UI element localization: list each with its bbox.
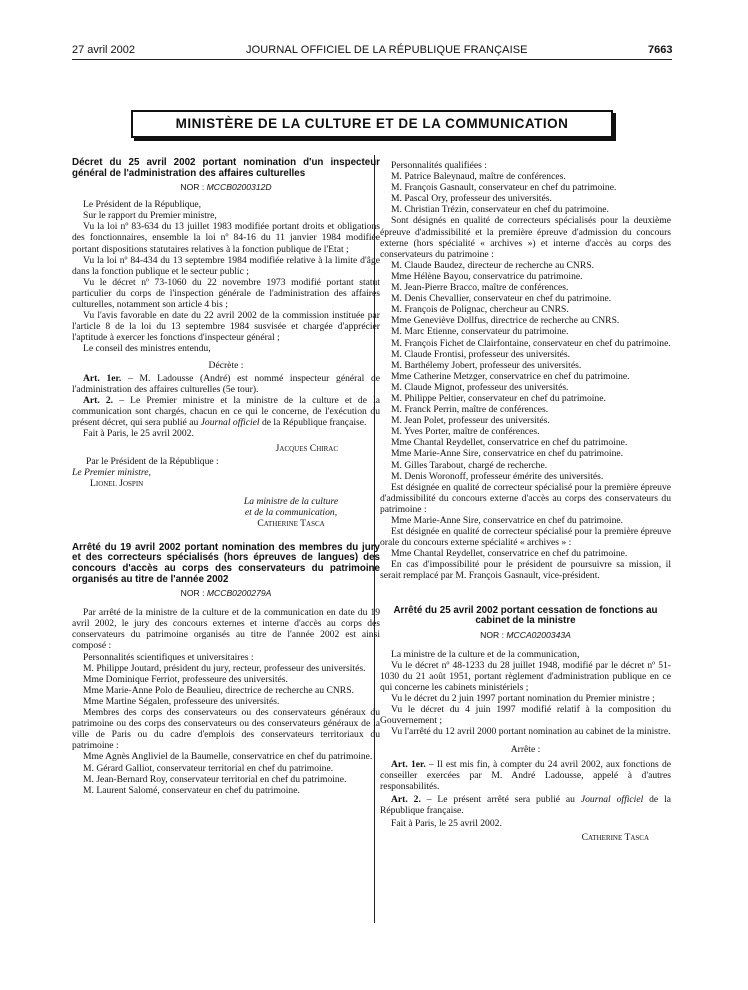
jury-entry: M. Claude Frontisi, professeur des universités.	[391, 348, 571, 360]
decret-article-2	[72, 395, 380, 428]
arrete2-line: Vu l'arrêté du 12 avril 2000 portant nomination au cabinet de la ministre.	[391, 726, 671, 738]
jury-entry: Sont désignés en qualité de correcteurs spécialisés pour la deuxième épreuve d'admissibilité et la première épreuve d'admission du concours externe (hors spécialité « archives ») et interne d'accès au corps des conservateurs du patrimoine :	[380, 215, 671, 260]
jury-entry: Est désignée en qualité de correcteur spécialisé pour la première épreuve d'admissibilité du concours externe d'accès au corps des conservateurs du patrimoine :	[380, 481, 671, 515]
article-text: de la République française.	[259, 416, 367, 428]
nor-code: MCCA0200343A	[506, 629, 571, 640]
nor-label: NOR :	[480, 629, 504, 640]
article-text: – Le présent arrêté sera publié au	[420, 793, 581, 805]
header-date: 27 avril 2002	[72, 44, 135, 56]
arrete1-title: Arrêté du 19 avril 2002 portant nomination des membres du jury et des correcteurs spécialisés (hors épreuves de langues) des concours d'accès au corps des conservateurs du patrimoine organisés au titre de l'année 2002	[72, 541, 380, 585]
header-rule	[72, 59, 672, 60]
jury-entry: M. Denis Woronoff, professeur émérite des universités.	[391, 470, 604, 482]
decret-visa: Vu l'avis favorable en date du 22 avril 2002 de la commission instituée par l'article 8 de la loi du 13 septembre 1984 susvisée et chargée d'apprécier l'aptitude à exercer les fonctions d'inspecteur général ;	[72, 310, 380, 344]
arrete2-article-2	[380, 794, 671, 816]
right-column	[380, 160, 671, 843]
premier-ministre-label: Le Premier ministre,	[72, 467, 151, 479]
article-label: Art. 1er.	[83, 372, 122, 384]
arrete2-line: La ministre de la culture et de la communication,	[391, 648, 580, 660]
jury-entry: M. Claude Mignot, professeur des universités.	[391, 381, 569, 393]
arrete2-line: Vu le décret du 2 juin 1997 portant nomination du Premier ministre ;	[391, 693, 655, 705]
jury-entry: Mme Dominique Ferriot, professeure des universités.	[83, 673, 288, 685]
decret-visa: Le conseil des ministres entendu,	[83, 343, 211, 355]
arrete2-arrete: Arrête :	[510, 743, 541, 755]
ministre-name: Catherine Tasca	[257, 517, 325, 529]
decret-fait: Fait à Paris, le 25 avril 2002.	[83, 428, 194, 440]
jury-entry: M. Jean-Bernard Roy, conservateur territorial en chef du patrimoine.	[83, 773, 347, 785]
article-text: – Le Premier ministre et la ministre de la culture et de la communication sont chargés, chacun en ce qui le concerne, de l'exécution du présent décret, qui sera publié au	[72, 394, 381, 428]
decret-visa: Vu la loi nº 83-634 du 13 juillet 1983 modifiée portant droits et obligations des fonctionnaires, ensemble la loi nº 84-16 du 11 janvier 1984 modifiée portant dispositions statutaires relatives à la fonction publique de l'Etat ;	[72, 221, 380, 255]
jury-entry: Mme Catherine Metzger, conservatrice en chef du patrimoine.	[391, 370, 630, 382]
premier-ministre-name: Lionel Jospin	[90, 478, 144, 490]
journal-officiel-italic: Journal officiel	[200, 416, 260, 428]
arrete2-article-1	[380, 759, 671, 792]
article-text: – Il est mis fin, à compter du 24 avril 2002, aux fonctions de conseiller exercées par M. André Ladousse, appelé à d'autres responsabilités.	[380, 758, 671, 792]
decret-nor	[72, 182, 380, 193]
jury-entry: Mme Marie-Anne Sire, conservatrice en chef du patrimoine.	[391, 448, 624, 460]
article-label: Art. 1er.	[391, 758, 426, 770]
article-text: – M. Ladousse (André) est nommé inspecteur général de l'administration des affaires culturelles (5e tour).	[72, 372, 380, 395]
jury-entry: M. Claude Baudez, directeur de recherche au CNRS.	[391, 259, 594, 271]
signer-president: Jacques Chirac	[275, 443, 338, 455]
arrete2-signer: Catherine Tasca	[581, 832, 649, 844]
jury-entry: Mme Hélène Bayou, conservatrice du patrimoine.	[391, 270, 583, 282]
jury-entry: M. François Gasnault, conservateur en chef du patrimoine.	[391, 182, 617, 194]
jury-entry: M. Barthélemy Jobert, professeur des universités.	[391, 359, 582, 371]
article-label: Art. 2.	[391, 793, 421, 805]
jury-entry: M. Denis Chevallier, conservateur en chef du patrimoine.	[391, 293, 612, 305]
journal-officiel-italic: Journal officiel	[580, 793, 644, 805]
nor-code: MCCB0200312D	[206, 182, 272, 193]
ministre-signature-line1: La ministre de la culture	[243, 495, 339, 507]
ministre-signature-line2: et de la communication,	[244, 506, 338, 518]
decret-visa: Vu la loi nº 84-434 du 13 septembre 1984 modifiée relative à la limite d'âge dans la fonction publique et le secteur public ;	[72, 254, 380, 277]
decret-decrete: Décrète :	[208, 359, 244, 371]
arrete2-nor	[380, 630, 671, 641]
jury-entry: M. Gérard Galliot, conservateur territorial en chef du patrimoine.	[83, 762, 334, 774]
par-le-president: Par le Président de la République :	[86, 456, 219, 468]
nor-label: NOR :	[180, 182, 205, 193]
jury-entry: Mme Chantal Reydellet, conservatrice en chef du patrimoine.	[391, 548, 628, 560]
jury-entry: M. Patrice Baleynaud, maître de conférences.	[391, 171, 566, 183]
jury-entry: M. Marc Etienne, conservateur du patrimoine.	[391, 326, 569, 338]
arrete2-line: Vu le décret du 4 juin 1997 modifié relatif à la composition du Gouvernement ;	[380, 704, 671, 727]
jury-entry: M. Philippe Joutard, président du jury, recteur, professeur des universités.	[83, 662, 366, 674]
jury-entry: M. François de Polignac, chercheur au CNRS.	[391, 304, 569, 316]
arrete1-intro: Par arrêté de la ministre de la culture et de la communication en date du 19 avril 2002, le jury des concours externes et interne d'accès au corps des conservateurs du patrimoine organisés au titre de l'année 2002 est ainsi composé :	[72, 607, 380, 652]
arrete2-fait: Fait à Paris, le 25 avril 2002.	[391, 818, 502, 830]
jury-entry: M. Franck Perrin, maître de conférences.	[391, 404, 549, 416]
decret-intro: Le Président de la République,	[83, 199, 202, 211]
decret-article-1	[72, 373, 380, 395]
jury-entry: Membres des corps des conservateurs ou des conservateurs généraux du patrimoine ou des corps des conservateurs ou des conservateurs généraux de la ville de Paris ou du cadre d'emplois des conservateurs territoriaux du patrimoine :	[72, 707, 380, 752]
jury-entry: M. Christian Trézin, conservateur en chef du patrimoine.	[391, 204, 609, 216]
jury-entry: Mme Marie-Anne Sire, conservatrice en chef du patrimoine.	[391, 515, 624, 526]
jury-entry: M. François Fichet de Clairfontaine, conservateur en chef du patrimoine.	[391, 337, 671, 349]
jury-entry: M. Yves Porter, maître de conférences.	[391, 426, 540, 438]
jury-entry: Personnalités qualifiées :	[391, 160, 487, 171]
left-column	[72, 158, 380, 796]
ministry-title-box: MINISTÈRE DE LA CULTURE ET DE LA COMMUNICATION	[131, 110, 613, 138]
jury-entry: Mme Marie-Anne Polo de Beaulieu, directrice de recherche au CNRS.	[83, 684, 354, 696]
arrete1-nor	[72, 588, 380, 599]
nor-label: NOR :	[180, 588, 205, 599]
jury-entry: M. Laurent Salomé, conservateur en chef du patrimoine.	[83, 784, 300, 796]
jury-entry: Mme Geneviève Dollfus, directrice de recherche au CNRS.	[391, 315, 620, 327]
header-page-number: 7663	[648, 44, 673, 56]
article-text: de la République française.	[380, 793, 671, 816]
jury-entry: En cas d'impossibilité pour le président de poursuivre sa mission, il serait remplacé par M. François Gasnault, vice-président.	[380, 559, 671, 582]
arrete2-line: Vu le décret nº 48-1233 du 28 juillet 1948, modifié par le décret nº 51-1030 du 21 août 1951, portant règlement d'administration publique en ce qui concerne les cabinets ministériels ;	[380, 659, 671, 694]
article-label: Art. 2.	[83, 394, 114, 406]
jury-entry: Mme Chantal Reydellet, conservatrice en chef du patrimoine.	[391, 437, 628, 449]
header-journal-title: JOURNAL OFFICIEL DE LA RÉPUBLIQUE FRANÇAISE	[246, 44, 528, 56]
jury-entry: M. Pascal Ory, professeur des universités.	[391, 193, 552, 205]
jury-entry: M. Gilles Tarabout, chargé de recherche.	[391, 459, 548, 471]
jury-entry: M. Jean-Pierre Bracco, maître de conférences.	[391, 282, 569, 294]
jury-entry: Personnalités scientifiques et universitaires :	[83, 651, 254, 663]
arrete2-title: Arrêté du 25 avril 2002 portant cessation de fonctions au cabinet de la ministre	[393, 604, 658, 627]
decret-visa: Sur le rapport du Premier ministre,	[83, 210, 217, 222]
decret-title: Décret du 25 avril 2002 portant nomination d'un inspecteur général de l'administration des affaires culturelles	[72, 157, 380, 179]
jury-entry: Est désignée en qualité de correcteur spécialisé pour la première épreuve orale du concours externe spécialité « archives » :	[380, 526, 671, 549]
nor-code: MCCB0200279A	[206, 588, 272, 599]
jury-entry: Mme Martine Ségalen, professeure des universités.	[83, 695, 280, 707]
jury-entry: M. Jean Polet, professeur des universités.	[391, 415, 550, 427]
jury-entry: Mme Agnès Angliviel de la Baumelle, conservatrice en chef du patrimoine.	[83, 751, 373, 763]
jury-entry: M. Philippe Peltier, conservateur en chef du patrimoine.	[391, 392, 606, 404]
decret-visa: Vu le décret nº 73-1060 du 22 novembre 1973 modifié portant statut particulier du corps de l'inspection générale de l'administration des affaires culturelles, notamment son article 4 bis ;	[72, 276, 380, 311]
